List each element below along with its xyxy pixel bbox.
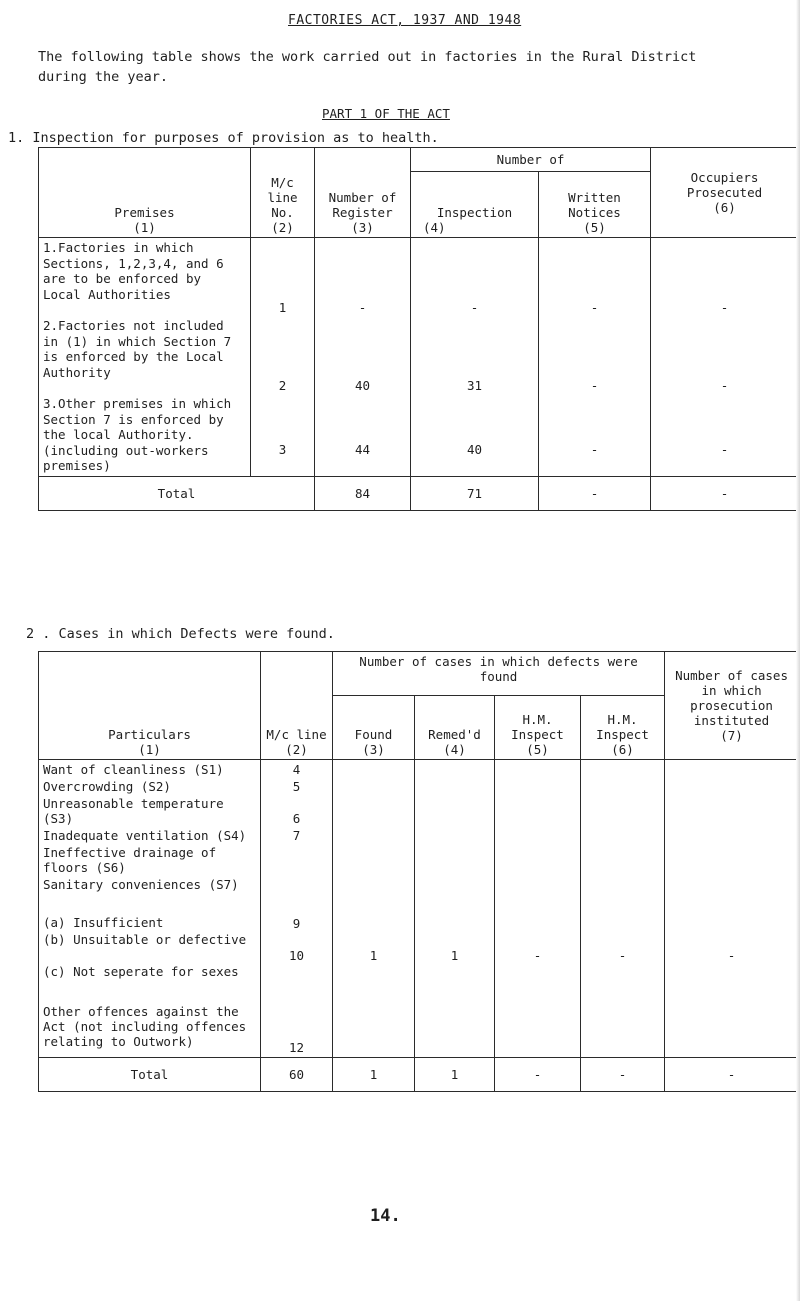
hm6-value: - bbox=[618, 948, 627, 963]
line-no-2: 2 bbox=[278, 378, 287, 393]
cases-group-header: Number of cases in which defects were found bbox=[333, 652, 665, 696]
intro-line-1: The following table shows the work carried out in factories in the Rural District bbox=[38, 49, 697, 65]
page-number: 14. bbox=[370, 1206, 401, 1226]
hm6-values bbox=[581, 760, 665, 1058]
particular-5: Ineffective drainage of floors (S6) bbox=[43, 845, 217, 875]
particular-4: Inadequate ventilation (S4) bbox=[43, 828, 247, 843]
line-10: 10 bbox=[288, 948, 305, 963]
table1-total-inspection: 71 bbox=[411, 476, 539, 510]
found-header: Found (3) bbox=[333, 696, 415, 760]
table1-total-label: Total bbox=[39, 476, 315, 510]
prosecuted-1: - bbox=[720, 300, 729, 315]
premises-row-3: 3.Other premises in which Section 7 is enforced by the local Authority. (including out-workers premises) bbox=[43, 396, 232, 473]
table1-total-register: 84 bbox=[315, 476, 411, 510]
defects-table bbox=[38, 651, 799, 1092]
table1-total-row bbox=[39, 476, 799, 510]
premises-row-2: 2.Factories not included in (1) in which Section 7 is enforced by the Local Authority bbox=[43, 318, 232, 380]
register-3: 44 bbox=[354, 442, 371, 457]
table2-total-line: 60 bbox=[261, 1058, 333, 1092]
particular-8: (b) Unsuitable or defective bbox=[43, 932, 247, 947]
prosecuted-header: Occupiers Prosecuted (6) bbox=[651, 148, 799, 238]
found-values bbox=[333, 760, 415, 1058]
line-header: M/c line (2) bbox=[261, 652, 333, 760]
line-9: 9 bbox=[292, 916, 301, 931]
register-2: 40 bbox=[354, 378, 371, 393]
intro-line-2: during the year. bbox=[38, 69, 169, 85]
scan-edge-shadow bbox=[796, 0, 800, 1301]
line-no-values bbox=[251, 238, 315, 477]
section-2-title: 2 . Cases in which Defects were found. bbox=[26, 626, 335, 642]
table2-total-hm6: - bbox=[581, 1058, 665, 1092]
table2-total-found: 1 bbox=[333, 1058, 415, 1092]
table1-body-row bbox=[39, 238, 799, 477]
register-1: - bbox=[358, 300, 367, 315]
remedied-value: 1 bbox=[450, 948, 459, 963]
particular-9: (c) Not seperate for sexes bbox=[43, 964, 239, 979]
part-heading: PART 1 OF THE ACT bbox=[322, 106, 450, 121]
hm-inspect-5-header: H.M. Inspect (5) bbox=[495, 696, 581, 760]
premises-list bbox=[39, 238, 251, 477]
document-title: FACTORIES ACT, 1937 AND 1948 bbox=[288, 13, 522, 28]
line-6: 6 bbox=[292, 811, 301, 826]
inspection-values bbox=[411, 238, 539, 477]
particular-1: Want of cleanliness (S1) bbox=[43, 762, 224, 777]
line-5: 5 bbox=[292, 779, 301, 794]
notices-header: Written Notices (5) bbox=[539, 172, 651, 238]
prosecution-values bbox=[665, 760, 799, 1058]
line-12: 12 bbox=[288, 1040, 305, 1055]
line-7: 7 bbox=[292, 828, 301, 843]
prosecuted-2: - bbox=[720, 378, 729, 393]
notices-3: - bbox=[590, 442, 599, 457]
hm-inspect-6-header: H.M. Inspect (6) bbox=[581, 696, 665, 760]
table2-total-remedied: 1 bbox=[415, 1058, 495, 1092]
inspection-header: Inspection (4) bbox=[411, 172, 539, 238]
hm5-values bbox=[495, 760, 581, 1058]
register-header: Number of Register (3) bbox=[315, 148, 411, 238]
table2-total-row bbox=[39, 1058, 799, 1092]
prosecuted-values bbox=[651, 238, 799, 477]
table2-body-row bbox=[39, 760, 799, 1058]
inspection-1: - bbox=[470, 300, 479, 315]
inspection-3: 40 bbox=[466, 442, 483, 457]
inspection-2: 31 bbox=[466, 378, 483, 393]
prosecution-header: Number of cases in which prosecution instituted (7) bbox=[665, 652, 799, 760]
particular-3: Unreasonable temperature (S3) bbox=[43, 796, 224, 826]
remedied-values bbox=[415, 760, 495, 1058]
notices-2: - bbox=[590, 378, 599, 393]
hm5-value: - bbox=[533, 948, 542, 963]
table2-total-hm5: - bbox=[495, 1058, 581, 1092]
particular-7: (a) Insufficient bbox=[43, 915, 164, 930]
inspection-table bbox=[38, 147, 799, 511]
found-value: 1 bbox=[369, 948, 378, 963]
section-1-title: 1. Inspection for purposes of provision as to health. bbox=[8, 130, 439, 146]
register-values bbox=[315, 238, 411, 477]
particular-2: Overcrowding (S2) bbox=[43, 779, 171, 794]
notices-1: - bbox=[590, 300, 599, 315]
table2-total-label: Total bbox=[39, 1058, 261, 1092]
line-no-1: 1 bbox=[278, 300, 287, 315]
table1-total-notices: - bbox=[539, 476, 651, 510]
particular-6: Sanitary conveniences (S7) bbox=[43, 877, 239, 892]
line-no-3: 3 bbox=[278, 442, 287, 457]
particulars-list bbox=[39, 760, 261, 1058]
line-values bbox=[261, 760, 333, 1058]
particular-10: Other offences against the Act (not including offences relating to Outwork) bbox=[43, 1004, 247, 1049]
number-of-header: Number of bbox=[411, 148, 651, 172]
particulars-header: Particulars (1) bbox=[39, 652, 261, 760]
premises-row-1: 1.Factories in which Sections, 1,2,3,4, and 6 are to be enforced by Local Authorities bbox=[43, 240, 224, 302]
line-no-header: M/c line No. (2) bbox=[251, 148, 315, 238]
notices-values bbox=[539, 238, 651, 477]
prosecution-value: - bbox=[727, 948, 736, 963]
line-4: 4 bbox=[292, 762, 301, 777]
premises-header: Premises (1) bbox=[39, 148, 251, 238]
table1-total-prosecuted: - bbox=[651, 476, 799, 510]
prosecuted-3: - bbox=[720, 442, 729, 457]
remedied-header: Remed'd (4) bbox=[415, 696, 495, 760]
table2-total-prosecution: - bbox=[665, 1058, 799, 1092]
